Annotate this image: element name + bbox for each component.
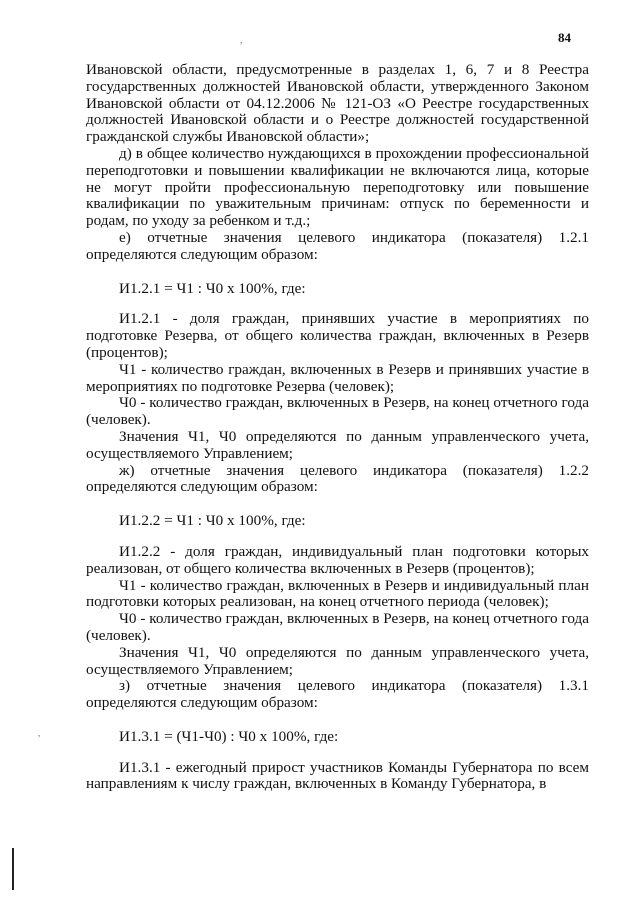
paragraph-item-e: е) отчетные значения целевого индикатора (показателя) 1.2.1 определяются следующим образом: — [86, 228, 589, 263]
paragraph-registry-continuation: Ивановской области, предусмотренные в разделах 1, 6, 7 и 8 Реестра государственных должностей Ивановской области, утвержденного Законом Ивановской области от 04.12.2006 № 121-ОЗ «О Реестре государственных должностей Ивановской области и о Реестре должностей государственной гражданской службы Ивановской области»; — [86, 61, 589, 146]
paragraph-definition-i121: И1.2.1 - доля граждан, принявших участие в мероприятиях по подготовке Резерва, от общего количества граждан, включенных в Резерв (процентов); — [86, 310, 589, 361]
paragraph-definition-ch0-a: Ч0 - количество граждан, включенных в Резерв, на конец отчетного года (человек). — [86, 394, 589, 429]
paragraph-definition-ch1-b: Ч1 - количество граждан, включенных в Резерв и индивидуальный план подготовки которых реализован, на конец отчетного периода (человек); — [86, 576, 589, 611]
paragraph-item-z: з) отчетные значения целевого индикатора (показателя) 1.3.1 определяются следующим образом: — [86, 677, 589, 712]
paragraph-item-d: д) в общее количество нуждающихся в прохождении профессиональной переподготовки и повышении квалификации не включаются лица, которые не могут пройти профессиональную переподготовку или повышение квалификации по уважительным причинам: отпуск по беременности и родам, по уходу за ребенком и т.д.; — [86, 144, 589, 230]
paragraph-definition-i122: И1.2.2 - доля граждан, индивидуальный план подготовки которых реализован, от общего количества включенных в Резерв (процентов); — [86, 542, 589, 577]
paragraph-values-source-b: Значения Ч1, Ч0 определяются по данным управленческого учета, осуществляемого Управлением; — [86, 643, 589, 678]
paragraph-item-zh: ж) отчетные значения целевого индикатора (показателя) 1.2.2 определяются следующим образом: — [86, 461, 589, 496]
paragraph-definition-ch1-a: Ч1 - количество граждан, включенных в Резерв и принявших участие в мероприятиях по подготовке Резерва (человек); — [86, 360, 589, 395]
tick-mark-top: , — [240, 35, 243, 45]
document-body — [86, 62, 589, 793]
formula-1-2-2: И1.2.2 = Ч1 : Ч0 х 100%, где: — [119, 512, 306, 530]
formula-1-2-1: И1.2.1 = Ч1 : Ч0 х 100%, где: — [119, 279, 306, 297]
paragraph-definition-ch0-b: Ч0 - количество граждан, включенных в Резерв, на конец отчетного года (человек). — [86, 610, 589, 644]
formula-1-3-1: И1.3.1 = (Ч1-Ч0) : Ч0 х 100%, где: — [119, 727, 339, 745]
page-number: 84 — [558, 30, 571, 45]
tick-mark-left: , — [38, 728, 41, 738]
paragraph-definition-i131: И1.3.1 - ежегодный прирост участников Команды Губернатора по всем направлениям к числу граждан, включенных в Команду Губернатора, в — [86, 758, 589, 793]
binding-edge-mark — [12, 848, 14, 890]
paragraph-values-source-a: Значения Ч1, Ч0 определяются по данным управленческого учета, осуществляемого Управлением; — [86, 427, 589, 462]
